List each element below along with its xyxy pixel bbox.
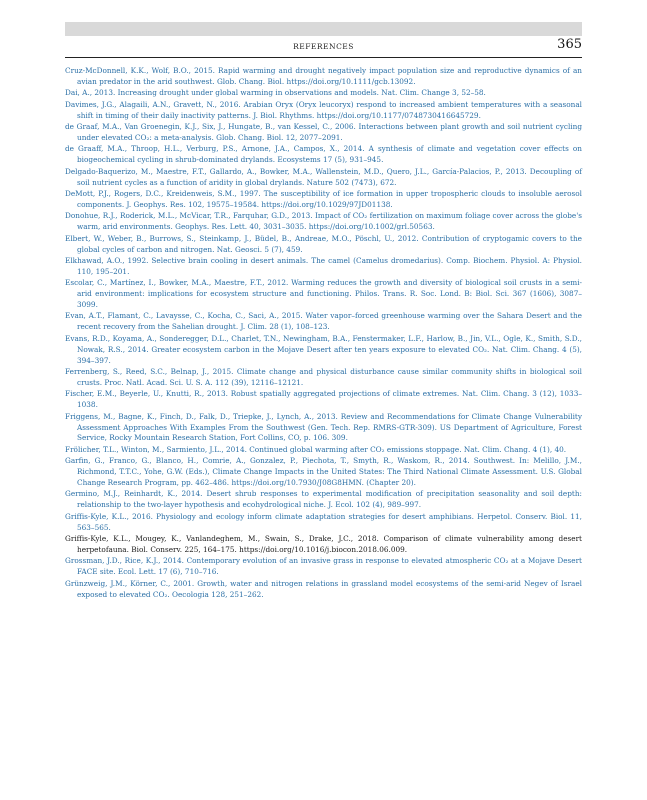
reference-list bbox=[65, 66, 582, 601]
reference-item[interactable]: Davimes, J.G., Alagaili, A.N., Gravett, N., 2016. Arabian Oryx (Oryx leucoryx) respond to increased ambient temperatures with a seasonal shift in timing of their daily inactivity patterns. J. Biol. Rhythms. https://doi.org/10.1177/0748730416645729. bbox=[65, 99, 582, 120]
reference-item[interactable]: Evans, R.D., Koyama, A., Sonderegger, D.L., Charlet, T.N., Newingham, B.A., Fenstermaker, L.F., Harlow, B., Jin, V.L., Ogle, K., Smith, S.D., Nowak, R.S., 2014. Greater ecosystem carbon in the Mojave Desert after ten years exposure to elevated CO₂. Nat. Clim. Chang. 4 (5), 394–397. bbox=[65, 333, 582, 365]
section-title: REFERENCES bbox=[293, 42, 354, 51]
reference-item[interactable]: Evan, A.T., Flamant, C., Lavaysse, C., Kocha, C., Saci, A., 2015. Water vapor–forced greenhouse warming over the Sahara Desert and the recent recovery from the Sahelian drought. J. Clim. 28 (1), 108–123. bbox=[65, 311, 582, 332]
reference-item[interactable]: Grünzweig, J.M., Körner, C., 2001. Growth, water and nitrogen relations in grassland model ecosystems of the semi-arid Negev of Israel exposed to elevated CO₂. Oecologia 128, 251–262. bbox=[65, 578, 582, 599]
reference-item[interactable]: Donohue, R.J., Roderick, M.L., McVicar, T.R., Farquhar, G.D., 2013. Impact of CO₂ fertilization on maximum foliage cover across the globe's warm, arid environments. Geophys. Res. Lett. 40, 3031–3035. https://doi.org/10.1002/grl.50563. bbox=[65, 211, 582, 232]
running-header bbox=[65, 37, 582, 58]
reference-item[interactable]: Elbert, W., Weber, B., Burrows, S., Steinkamp, J., Büdel, B., Andreae, M.O., Pöschl, U., 2012. Contribution of cryptogamic covers to the global cycles of carbon and nitrogen. Nat. Geosci. 5 (7), 459. bbox=[65, 233, 582, 254]
reference-item[interactable]: de Graaff, M.A., Throop, H.L., Verburg, P.S., Arnone, J.A., Campos, X., 2014. A synthesis of climate and vegetation cover effects on biogeochemical cycling in shrub-dominated drylands. Ecosystems 17 (5), 931–945. bbox=[65, 144, 582, 165]
reference-item[interactable]: Cruz-McDonnell, K.K., Wolf, B.O., 2015. Rapid warming and drought negatively impact population size and reproductive dynamics of an avian predator in the arid southwest. Glob. Chang. Biol. https://doi.org/10.1111/gcb.13092. bbox=[65, 66, 582, 86]
reference-item[interactable]: Dai, A., 2013. Increasing drought under global warming in observations and models. Nat. Clim. Change 3, 52–58. bbox=[65, 88, 486, 98]
reference-item[interactable]: Delgado-Baquerizo, M., Maestre, F.T., Gallardo, A., Bowker, M.A., Wallenstein, M.D., Quero, J.L., García-Palacios, P., 2013. Decoupling of soil nutrient cycles as a function of aridity in global drylands. Nature 502 (7473), 672. bbox=[65, 166, 582, 187]
reference-item[interactable]: de Graaf, M.A., Van Groenegin, K.J., Six, J., Hungate, B., van Kessel, C., 2006. Interactions between plant growth and soil nutrient cycling under elevated CO₂: a meta-analysis. Glob. Chang. Biol. 12, 2077–2091. bbox=[65, 122, 582, 142]
reference-item[interactable]: Garfin, G., Franco, G., Blanco, H., Comrie, A., Gonzalez, P., Piechota, T., Smyth, R., Waskom, R., 2014. Southwest. In: Melillo, J.M., Richmond, T.T.C., Yohe, G.W. (Eds.), Climate Change Impacts in the United States: The Third National Climate Assessment. U.S. Global Change Research Program, pp. 462–486. https://doi.org/10.7930/J08G8HMN. (Chapter 20). bbox=[65, 456, 582, 488]
reference-item[interactable]: Griffis-Kyle, K.L., 2016. Physiology and ecology inform climate adaptation strategies for desert amphibians. Herpetol. Conserv. Biol. 11, 563–565. bbox=[65, 511, 582, 532]
reference-item[interactable]: DeMott, P.J., Rogers, D.C., Kreidenweis, S.M., 1997. The susceptibility of ice formation in upper tropospheric clouds to insoluble aerosol components. J. Geophys. Res. 102, 19575–19584. https://doi.org/10.1029/97JD01138. bbox=[65, 188, 582, 209]
reference-item[interactable]: Griffis-Kyle, K.L., Mougey, K., Vanlandeghem, M., Swain, S., Drake, J.C., 2018. Comparison of climate vulnerability among desert herpetofauna. Biol. Conserv. 225, 164–175. https://doi.org/10.1016/j.biocon.2018.06.009. bbox=[65, 534, 582, 554]
header-band bbox=[65, 22, 582, 36]
reference-item[interactable]: Grossman, J.D., Rice, K.J., 2014. Contemporary evolution of an invasive grass in response to elevated atmospheric CO₂ at a Mojave Desert FACE site. Ecol. Lett. 17 (6), 710–716. bbox=[65, 556, 582, 577]
reference-item[interactable]: Frölicher, T.L., Winton, M., Sarmiento, J.L., 2014. Continued global warming after CO₂ emissions stoppage. Nat. Clim. Chang. 4 (1), 40. bbox=[65, 444, 567, 454]
reference-item[interactable]: Friggens, M., Bagne, K., Finch, D., Falk, D., Triepke, J., Lynch, A., 2013. Review and Recommendations for Climate Change Vulnerability Assessment Approaches With Examples From the Southwest (Gen. Tech. Rep. RMRS-GTR-309). US Department of Agriculture, Forest Service, Rocky Mountain Research Station, Fort Collins, CO, p. 106. 309. bbox=[65, 411, 582, 443]
reference-item[interactable]: Elkhawad, A.O., 1992. Selective brain cooling in desert animals. The camel (Camelus dromedarius). Comp. Biochem. Physiol. A: Physiol. 110, 195–201. bbox=[65, 255, 582, 276]
page-number: 365 bbox=[557, 37, 582, 52]
reference-item[interactable]: Ferrenberg, S., Reed, S.C., Belnap, J., 2015. Climate change and physical disturbance cause similar community shifts in biological soil crusts. Proc. Natl. Acad. Sci. U. S. A. 112 (39), 12116–12121. bbox=[65, 366, 582, 387]
reference-item[interactable]: Fischer, E.M., Beyerle, U., Knutti, R., 2013. Robust spatially aggregated projections of climate extremes. Nat. Clim. Chang. 3 (12), 1033–1038. bbox=[65, 389, 582, 410]
reference-item[interactable]: Escolar, C., Martínez, I., Bowker, M.A., Maestre, F.T., 2012. Warming reduces the growth and diversity of biological soil crusts in a semi-arid environment: implications for ecosystem structure and functioning. Philos. Trans. R. Soc. Lond. B: Biol. Sci. 367 (1606), 3087–3099. bbox=[65, 278, 582, 310]
reference-item[interactable]: Germino, M.J., Reinhardt, K., 2014. Desert shrub responses to experimental modification of precipitation seasonality and soil depth: relationship to the two-layer hypothesis and ecohydrological niche. J. Ecol. 102 (4), 989–997. bbox=[65, 489, 582, 510]
